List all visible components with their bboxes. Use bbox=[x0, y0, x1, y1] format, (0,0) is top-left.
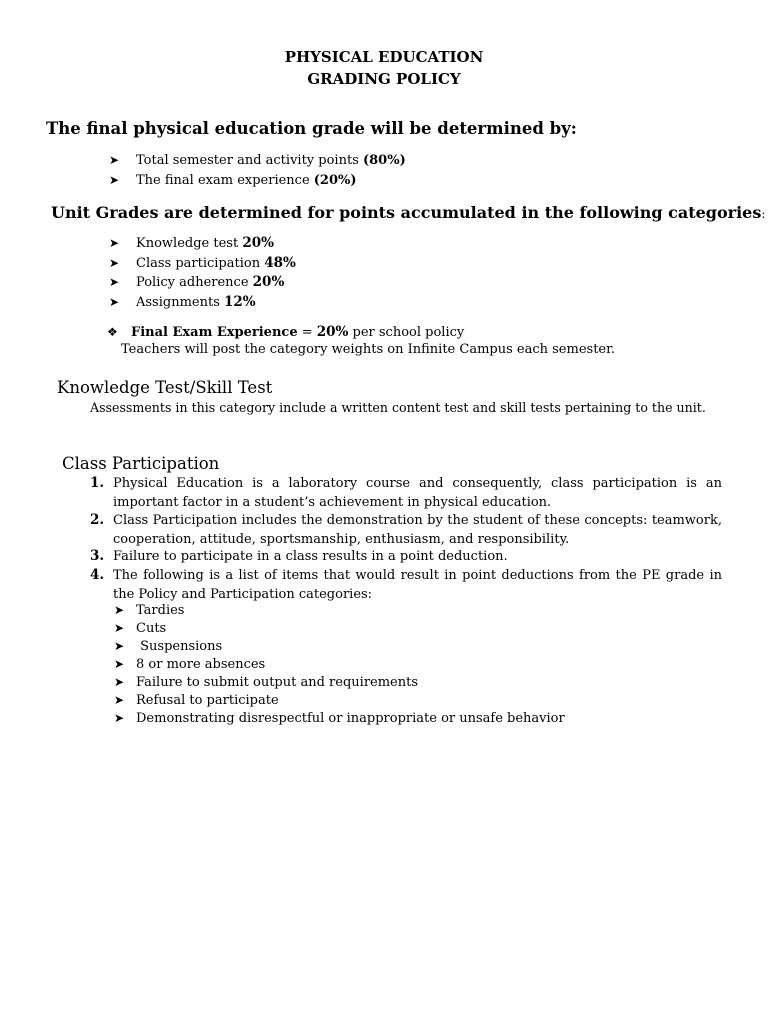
final-exam-note: Teachers will post the category weights on Infinite Campus each semester. bbox=[121, 342, 616, 357]
deduction-item: Refusal to participate bbox=[136, 693, 279, 708]
unit-grade-item: Policy adherence 20% bbox=[136, 274, 285, 290]
list-number: 3. bbox=[90, 548, 105, 564]
deduction-item: Demonstrating disrespectful or inappropriate or unsafe behavior bbox=[136, 711, 565, 726]
arrow-bullet-icon: ➤ bbox=[114, 711, 125, 725]
deduction-item: Failure to submit output and requirements bbox=[136, 675, 419, 690]
list-item: Failure to participate in a class results in a point deduction. bbox=[113, 549, 508, 564]
class-participation-heading: Class Participation bbox=[62, 454, 220, 473]
arrow-bullet-icon: ➤ bbox=[114, 639, 125, 653]
arrow-bullet-icon: ➤ bbox=[114, 603, 125, 617]
arrow-bullet-icon: ➤ bbox=[114, 657, 125, 671]
unit-grade-item: Class participation 48% bbox=[136, 255, 296, 271]
diamond-bullet-icon: ❖ bbox=[107, 325, 118, 339]
list-number: 2. bbox=[90, 512, 105, 528]
knowledge-test-body: Assessments in this category include a written content test and skill tests pertaining to the unit. bbox=[90, 400, 706, 415]
list-item: Class Participation includes the demonstration by the student of these concepts: teamwork, cooperation, attitude, sportsmanship, enthusiasm, and responsibility. bbox=[113, 513, 722, 547]
doc-title-line1: PHYSICAL EDUCATION bbox=[284, 48, 484, 66]
list-item: Physical Education is a laboratory course and consequently, class participation is an important factor in a student’s achievement in physical education. bbox=[113, 476, 722, 510]
arrow-bullet-icon: ➤ bbox=[109, 256, 120, 270]
deduction-item: Tardies bbox=[136, 603, 185, 618]
unit-grade-item: Knowledge test 20% bbox=[136, 235, 274, 251]
arrow-bullet-icon: ➤ bbox=[114, 693, 125, 707]
arrow-bullet-icon: ➤ bbox=[109, 153, 120, 167]
arrow-bullet-icon: ➤ bbox=[109, 236, 120, 250]
deduction-item: Suspensions bbox=[136, 639, 223, 654]
final-grade-item: The final exam experience (20%) bbox=[136, 173, 357, 188]
final-grade-heading: The final physical education grade will be determined by: bbox=[46, 119, 577, 138]
arrow-bullet-icon: ➤ bbox=[114, 621, 125, 635]
doc-title-line2: GRADING POLICY bbox=[307, 70, 461, 88]
knowledge-test-heading: Knowledge Test/Skill Test bbox=[57, 378, 273, 397]
arrow-bullet-icon: ➤ bbox=[109, 173, 120, 187]
final-grade-item: Total semester and activity points (80%) bbox=[136, 153, 406, 168]
arrow-bullet-icon: ➤ bbox=[109, 295, 120, 309]
arrow-bullet-icon: ➤ bbox=[109, 275, 120, 289]
list-number: 1. bbox=[90, 475, 105, 491]
final-exam-line: Final Exam Experience = 20% per school policy bbox=[131, 324, 465, 340]
deduction-item: 8 or more absences bbox=[136, 657, 266, 672]
deduction-item: Cuts bbox=[136, 621, 167, 636]
list-number: 4. bbox=[90, 567, 105, 583]
unit-grades-heading: Unit Grades are determined for points accumulated in the following categories: bbox=[51, 203, 766, 222]
arrow-bullet-icon: ➤ bbox=[114, 675, 125, 689]
list-item: The following is a list of items that would result in point deductions from the PE grade in the Policy and Participation categories: bbox=[113, 568, 722, 602]
unit-grade-item: Assignments 12% bbox=[136, 294, 256, 310]
